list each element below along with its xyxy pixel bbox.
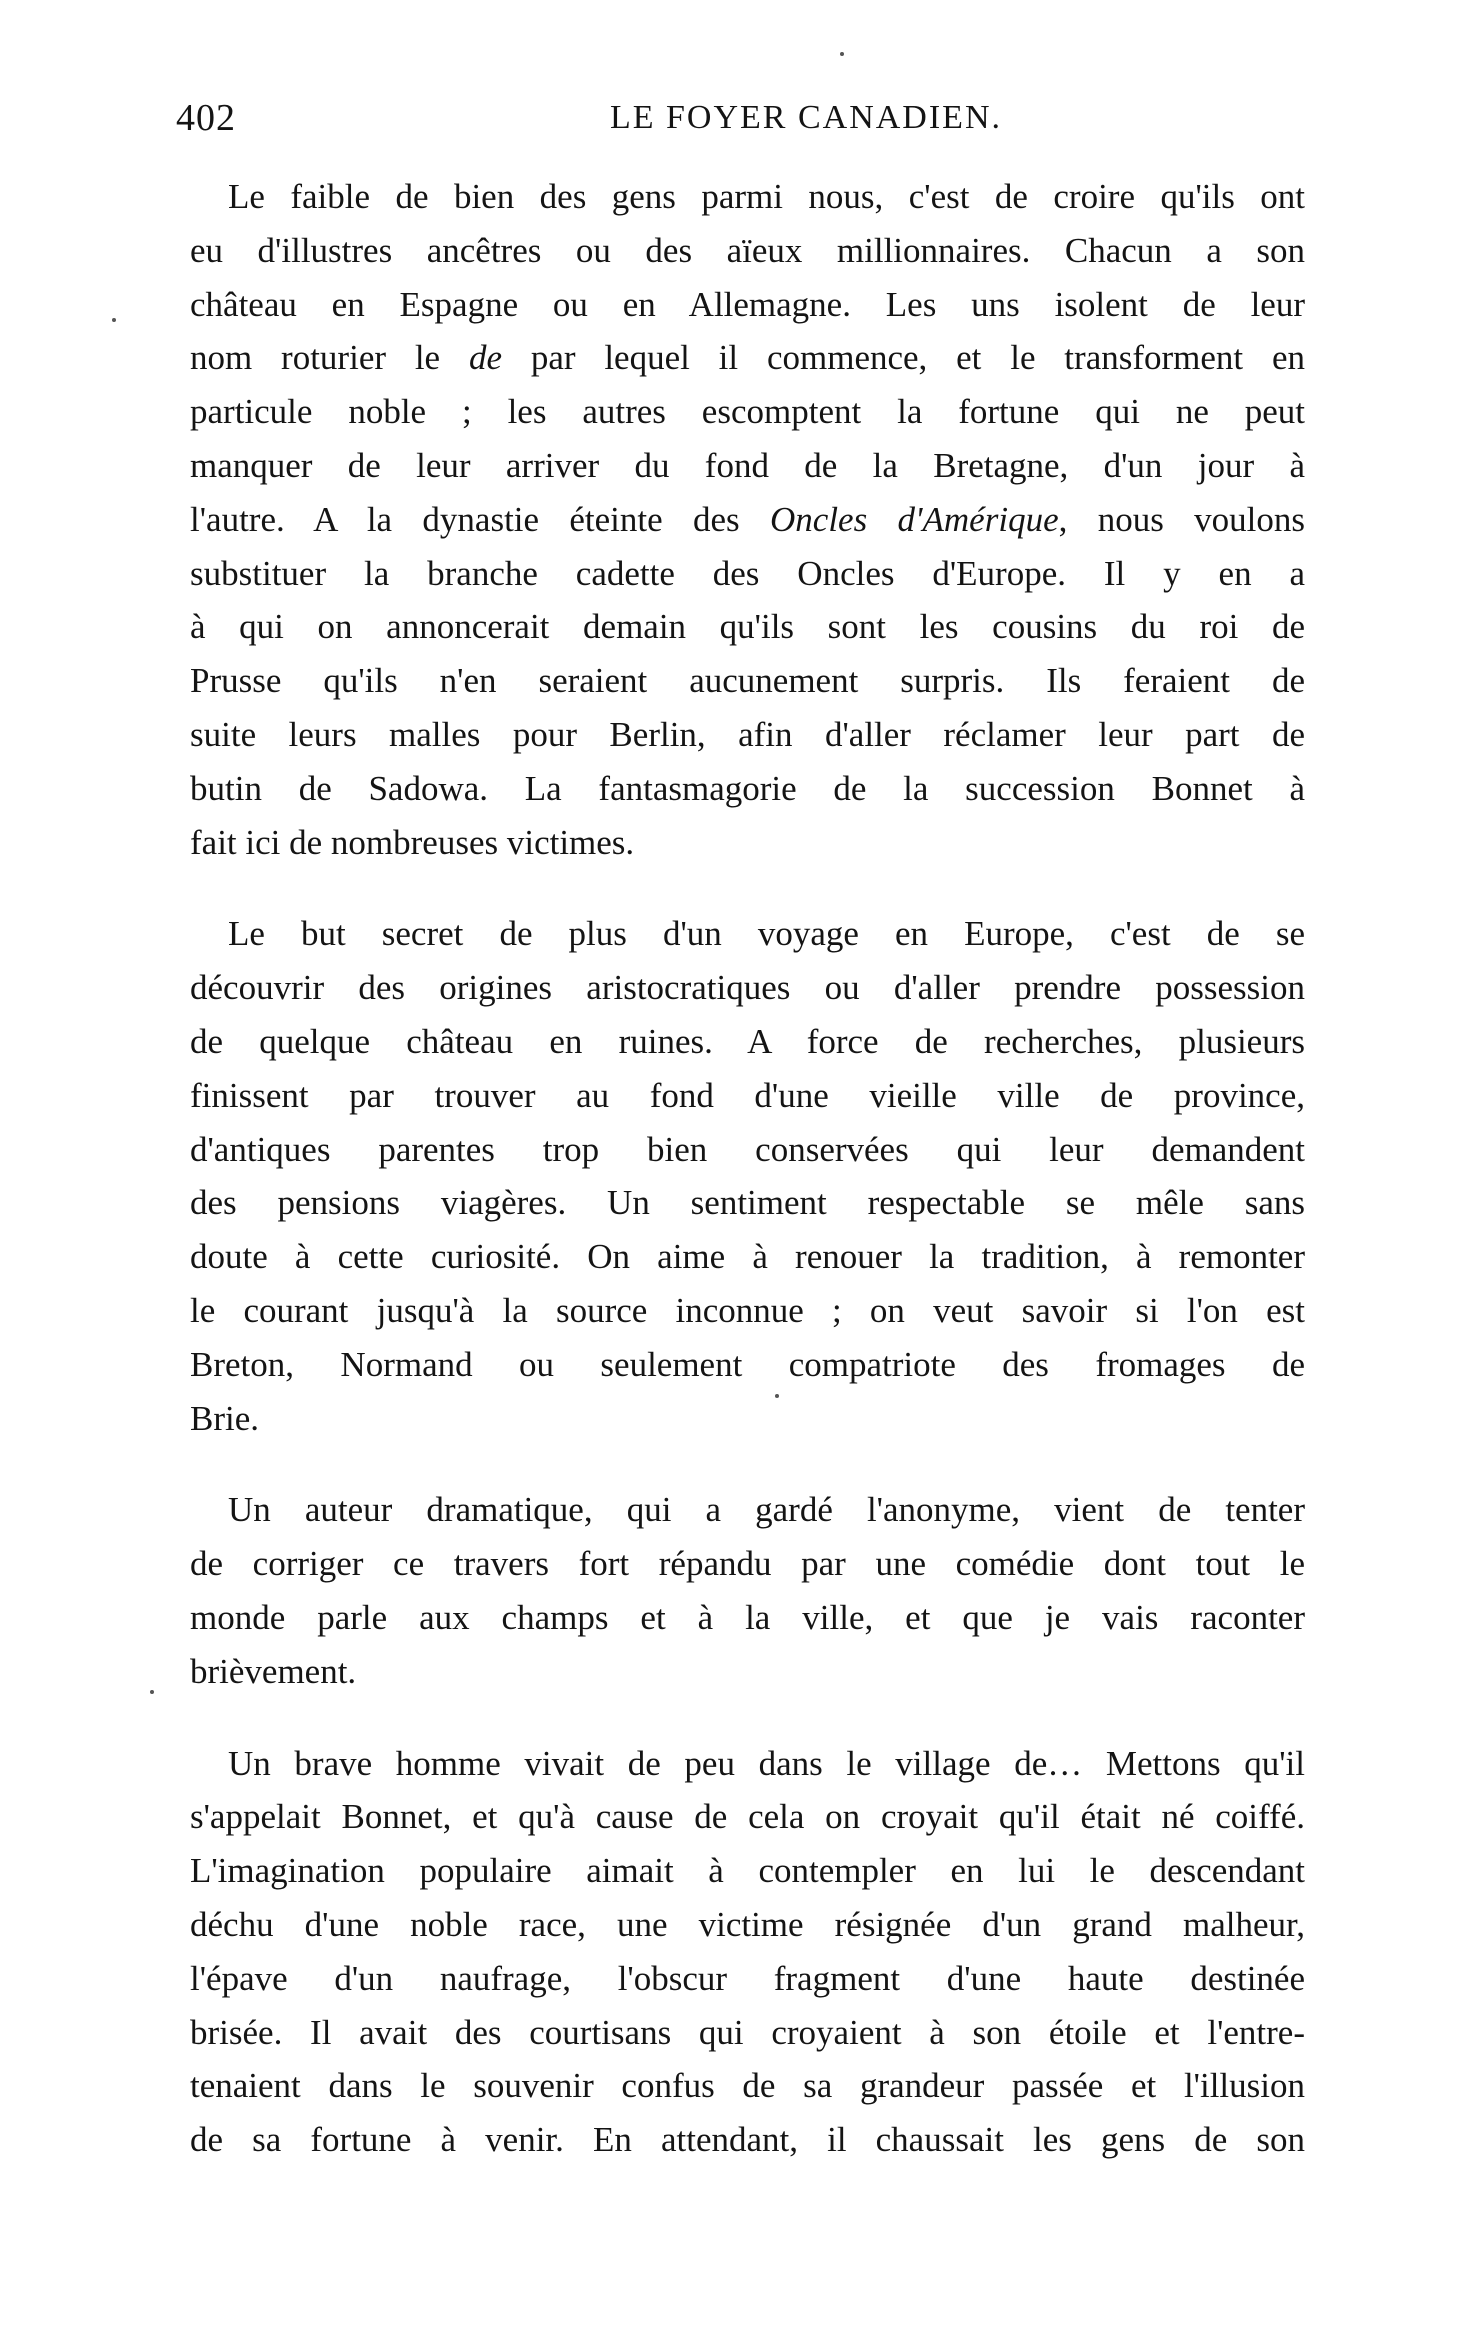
text-line: L'imagination populaire aimait à contempler en lui le descendant [190,1851,1305,1891]
paragraph [190,1737,1305,2167]
text-line: Le faible de bien des gens parmi nous, c'est de croire qu'ils ont [228,177,1305,216]
text-line: Breton, Normand ou seulement compatriote des fromages de [190,1344,1305,1384]
page-number: 402 [176,97,236,139]
text-line: s'appelait Bonnet, et qu'à cause de cela on croyait qu'il était né coiffé. [190,1797,1305,1837]
text-line: nom roturier le de par lequel il commence, et le transforment en [190,338,1306,378]
text-line: manquer de leur arriver du fond de la Bretagne, d'un jour à [190,445,1305,485]
scan-speck [150,1690,154,1694]
text-line: suite leurs malles pour Berlin, afin d'aller réclamer leur part de [190,714,1305,754]
text-line: l'épave d'un naufrage, l'obscur fragment d'une haute destinée [190,1958,1305,1998]
text-line: butin de Sadowa. La fantasmagorie de la succession Bonnet à [190,768,1305,808]
text-line: brièvement. [190,1651,357,1691]
text-line: déchu d'une noble race, une victime résignée d'un grand malheur, [190,1904,1305,1944]
text-line: de corriger ce travers fort répandu par une comédie dont tout le [190,1544,1305,1584]
text-line: de sa fortune à venir. En attendant, il chaussait les gens de son [190,2120,1305,2160]
page-header [176,88,1306,148]
text-line: d'antiques parentes trop bien conservées qui leur demandent [190,1129,1305,1169]
text-line: monde parle aux champs et à la ville, et que je vais raconter [190,1597,1305,1637]
text-line: l'autre. A la dynastie éteinte des Oncles d'Amérique, nous voulons [190,499,1306,539]
text-line: Prusse qu'ils n'en seraient aucunement surpris. Ils feraient de [190,661,1305,701]
text-line: doute à cette curiosité. On aime à renouer la tradition, à remonter [190,1237,1305,1277]
text-line: fait ici de nombreuses victimes. [190,822,635,862]
body-text [190,170,1305,2167]
paragraph [190,907,1305,1445]
text-line: découvrir des origines aristocratiques ou d'aller prendre possession [190,968,1305,1008]
text-line: Un brave homme vivait de peu dans le village de… Mettons qu'il [228,1743,1305,1783]
text-line: Le but secret de plus d'un voyage en Europe, c'est de se [228,914,1305,954]
emphasis-text: de [468,338,502,378]
running-title: LE FOYER CANADIEN. [609,99,1003,136]
emphasis-text: Oncles d'Amérique [770,499,1059,539]
scan-speck [840,52,844,56]
text-line: des pensions viagères. Un sentiment respectable se mêle sans [190,1183,1305,1223]
text-line: tenaient dans le souvenir confus de sa grandeur passée et l'illusion [190,2066,1305,2106]
text-line: de quelque château en ruines. A force de recherches, plusieurs [190,1021,1305,1061]
paragraph [190,1483,1305,1698]
text-line: le courant jusqu'à la source inconnue ; on veut savoir si l'on est [190,1290,1305,1330]
text-line: à qui on annoncerait demain qu'ils sont les cousins du roi de [190,607,1305,647]
text-line: substituer la branche cadette des Oncles d'Europe. Il y en a [190,553,1305,593]
text-line: Un auteur dramatique, qui a gardé l'anonyme, vient de tenter [228,1490,1305,1530]
paragraph [190,170,1305,869]
text-line: brisée. Il avait des courtisans qui croyaient à son étoile et l'entre- [190,2012,1305,2052]
text-line: particule noble ; les autres escomptent la fortune qui ne peut [190,392,1305,432]
text-line: château en Espagne ou en Allemagne. Les uns isolent de leur [190,284,1305,324]
scan-speck [775,1394,779,1398]
scan-speck [112,318,116,322]
text-line: Brie. [190,1398,260,1438]
text-line: eu d'illustres ancêtres ou des aïeux millionnaires. Chacun a son [190,230,1305,270]
text-line: finissent par trouver au fond d'une vieille ville de province, [190,1075,1305,1115]
